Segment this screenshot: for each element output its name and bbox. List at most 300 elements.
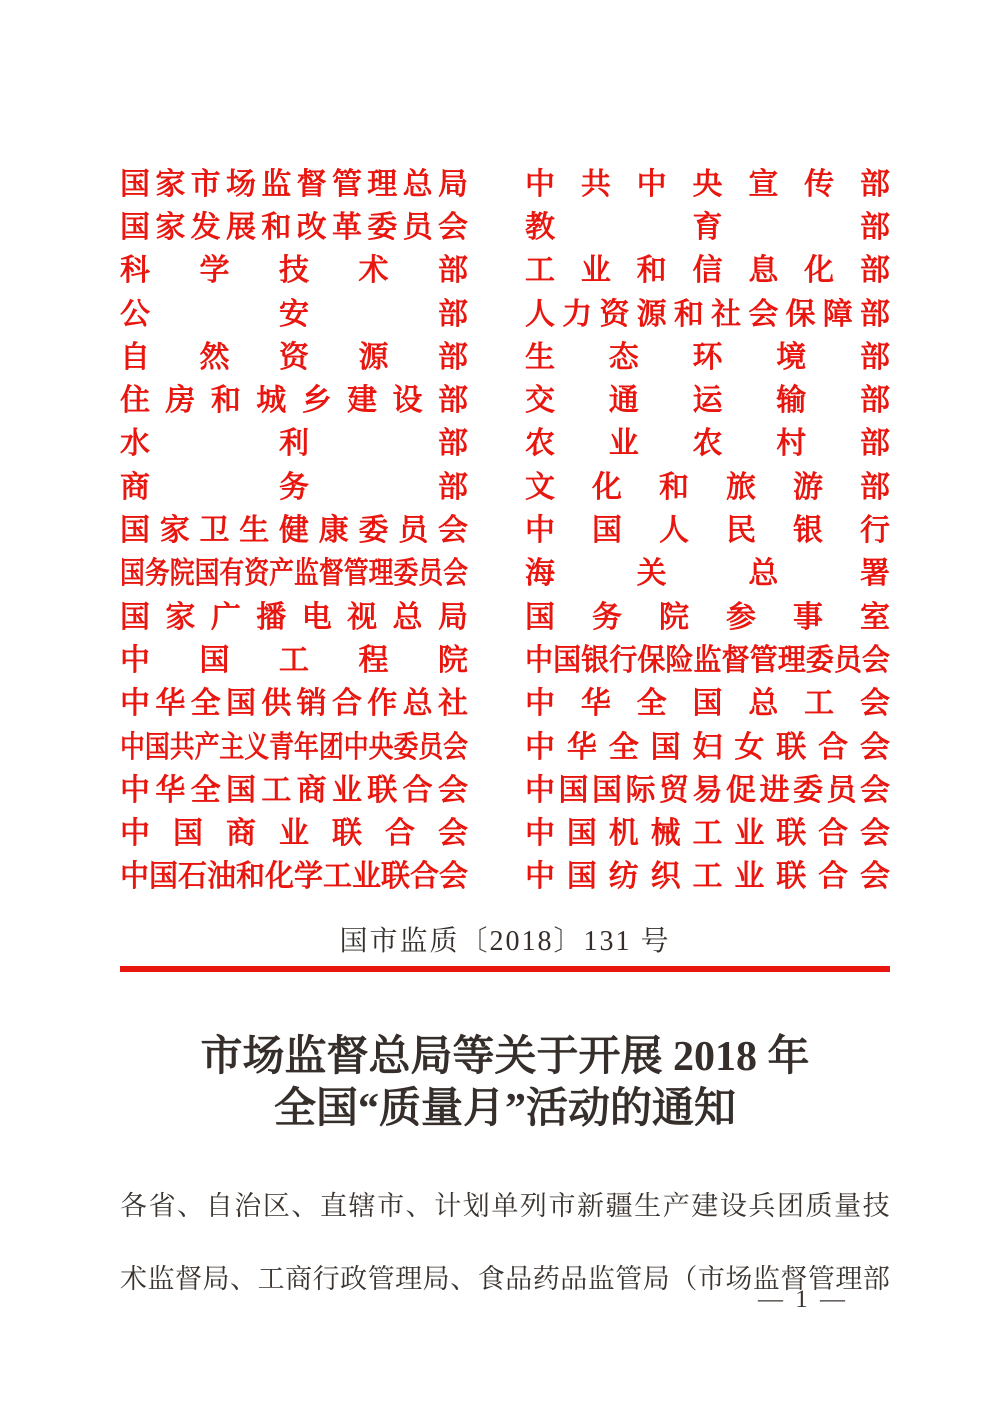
char: 电 bbox=[301, 600, 332, 634]
char: 义 bbox=[244, 730, 270, 764]
char: 省 bbox=[148, 1191, 176, 1221]
char: 设 bbox=[392, 384, 423, 418]
agency-name bbox=[120, 516, 468, 546]
char: 械 bbox=[650, 817, 681, 851]
char: 国 bbox=[592, 514, 622, 548]
char: 青 bbox=[269, 730, 295, 764]
char: 量 bbox=[834, 1191, 862, 1221]
char: 和 bbox=[236, 860, 266, 894]
char: 管 bbox=[343, 557, 369, 591]
char: 会 bbox=[860, 817, 890, 851]
char: 年 bbox=[294, 730, 319, 764]
char: 国 bbox=[225, 687, 256, 721]
char: 理 bbox=[367, 167, 398, 201]
char: 务 bbox=[144, 557, 170, 591]
char: 药 bbox=[532, 1264, 560, 1294]
char: 改 bbox=[296, 210, 327, 244]
char: 理 bbox=[395, 1264, 423, 1294]
char: 村 bbox=[776, 427, 807, 461]
char: 员 bbox=[398, 514, 429, 548]
char: 输 bbox=[776, 384, 807, 418]
char: 员 bbox=[826, 773, 857, 807]
char: 化 bbox=[592, 470, 622, 504]
char: 城 bbox=[256, 384, 287, 418]
char: 发 bbox=[190, 210, 221, 244]
char: 海 bbox=[525, 557, 555, 591]
char: 区 bbox=[262, 1191, 290, 1221]
char: 委 bbox=[358, 514, 389, 548]
char: 务 bbox=[592, 600, 622, 634]
char: 产 bbox=[194, 730, 220, 764]
char: 障 bbox=[822, 297, 853, 331]
char: 资 bbox=[599, 297, 630, 331]
char: 督 bbox=[721, 643, 750, 677]
char: 室 bbox=[860, 600, 890, 634]
char: 技 bbox=[279, 254, 309, 288]
char: 部 bbox=[860, 340, 890, 374]
char: 新 bbox=[577, 1191, 604, 1221]
char: 部 bbox=[437, 384, 468, 418]
char: 科 bbox=[120, 254, 150, 288]
char: 行 bbox=[609, 643, 638, 677]
char: 住 bbox=[120, 384, 150, 418]
char: 华 bbox=[155, 773, 186, 807]
char: 管 bbox=[749, 643, 778, 677]
char: 中 bbox=[120, 817, 150, 851]
char: 行 bbox=[860, 514, 890, 548]
char: 会 bbox=[861, 643, 891, 677]
char: 生 bbox=[525, 340, 555, 374]
char: 视 bbox=[347, 600, 378, 634]
char: 险 bbox=[665, 643, 694, 677]
char: 环 bbox=[692, 340, 723, 374]
agency-name bbox=[120, 557, 469, 591]
char: 业 bbox=[734, 817, 765, 851]
char: 国 bbox=[120, 210, 150, 244]
body-line-1 bbox=[120, 1170, 890, 1243]
char: 银 bbox=[793, 514, 823, 548]
char: 国 bbox=[525, 600, 555, 634]
char: 市 bbox=[190, 167, 221, 201]
agency-name bbox=[120, 386, 468, 416]
char: 生 bbox=[634, 1191, 662, 1221]
char: 监 bbox=[587, 1264, 615, 1294]
char: 化 bbox=[265, 860, 295, 894]
char: 和 bbox=[210, 384, 241, 418]
char: 有 bbox=[219, 557, 245, 591]
char: 督 bbox=[296, 167, 327, 201]
char: 作 bbox=[367, 687, 398, 721]
char: 会 bbox=[437, 210, 468, 244]
char: 部 bbox=[859, 167, 890, 201]
char: 列 bbox=[519, 1191, 547, 1221]
char: 国 bbox=[650, 730, 681, 764]
char: 总 bbox=[748, 557, 779, 591]
char: 、 bbox=[450, 1264, 478, 1294]
char: 交 bbox=[525, 384, 555, 418]
char: 场 bbox=[725, 1264, 753, 1294]
char: 机 bbox=[608, 817, 639, 851]
agency-row bbox=[120, 250, 890, 293]
agency-row bbox=[120, 726, 890, 769]
char: 资 bbox=[279, 340, 309, 374]
char: 银 bbox=[581, 643, 610, 677]
char: 员 bbox=[402, 210, 433, 244]
char: 单 bbox=[491, 1191, 519, 1221]
char: 会 bbox=[860, 773, 890, 807]
agency-name bbox=[525, 730, 890, 764]
char: 中 bbox=[525, 730, 555, 764]
char: 国 bbox=[144, 730, 170, 764]
char: 委 bbox=[393, 557, 419, 591]
char: 部 bbox=[438, 470, 468, 504]
char: 全 bbox=[190, 773, 221, 807]
agency-name bbox=[525, 386, 890, 416]
char: 管 bbox=[807, 1264, 835, 1294]
char: 商 bbox=[226, 817, 256, 851]
char: 工 bbox=[279, 643, 309, 677]
char: 总 bbox=[402, 167, 433, 201]
char: 中 bbox=[525, 643, 554, 677]
agency-name bbox=[120, 470, 468, 504]
char: 源 bbox=[358, 340, 389, 374]
char: 部 bbox=[859, 297, 890, 331]
agency-name bbox=[525, 210, 890, 244]
char: 国 bbox=[120, 600, 150, 634]
char: 会 bbox=[859, 687, 890, 721]
page-number: — 1 — bbox=[758, 1286, 848, 1313]
char: 直 bbox=[319, 1191, 347, 1221]
char: 华 bbox=[566, 730, 597, 764]
char: 员 bbox=[418, 730, 444, 764]
agency-name bbox=[525, 862, 890, 892]
char: 院 bbox=[659, 600, 689, 634]
char: 委 bbox=[805, 643, 834, 677]
agency-row bbox=[120, 856, 890, 899]
char: 国 bbox=[225, 773, 256, 807]
char: 公 bbox=[120, 297, 150, 331]
char: 关 bbox=[636, 557, 667, 591]
char: 乡 bbox=[301, 384, 332, 418]
char: 中 bbox=[525, 817, 555, 851]
char: 、 bbox=[405, 1191, 433, 1221]
char: 务 bbox=[279, 470, 309, 504]
char: 业 bbox=[608, 427, 639, 461]
char: 局 bbox=[437, 600, 468, 634]
char: 革 bbox=[331, 210, 362, 244]
char: 督 bbox=[318, 557, 344, 591]
char: 业 bbox=[580, 254, 611, 288]
char: 家 bbox=[155, 210, 186, 244]
document-number: 国市监质〔2018〕131 号 bbox=[339, 926, 671, 957]
char: 委 bbox=[393, 730, 419, 764]
char: 中 bbox=[525, 860, 555, 894]
char: 工 bbox=[261, 773, 292, 807]
char: 工 bbox=[804, 687, 835, 721]
char: 社 bbox=[437, 687, 468, 721]
agency-name bbox=[120, 600, 468, 634]
char: 工 bbox=[525, 254, 555, 288]
agency-name bbox=[525, 470, 890, 504]
char: 中 bbox=[120, 730, 145, 764]
agency-name bbox=[525, 256, 890, 286]
char: 术 bbox=[358, 254, 389, 288]
char: 旅 bbox=[726, 470, 756, 504]
char: 理 bbox=[368, 557, 394, 591]
char: 信 bbox=[692, 254, 723, 288]
char: 划 bbox=[462, 1191, 490, 1221]
char: 管 bbox=[615, 1264, 643, 1294]
char: 食 bbox=[477, 1264, 505, 1294]
char: 家 bbox=[159, 514, 190, 548]
char: 女 bbox=[734, 730, 765, 764]
char: 业 bbox=[734, 860, 765, 894]
char: 业 bbox=[279, 817, 309, 851]
char: 团 bbox=[776, 1191, 804, 1221]
agency-name bbox=[120, 819, 468, 849]
char: 监 bbox=[261, 167, 292, 201]
char: 部 bbox=[438, 297, 468, 331]
char: 总 bbox=[392, 600, 423, 634]
char: 部 bbox=[859, 254, 890, 288]
agency-row bbox=[120, 639, 890, 682]
char: 国 bbox=[194, 557, 220, 591]
char: 监 bbox=[693, 643, 722, 677]
agency-row bbox=[120, 683, 890, 726]
char: 通 bbox=[608, 384, 639, 418]
char: 理 bbox=[835, 1264, 863, 1294]
char: 员 bbox=[833, 643, 862, 677]
char: 、 bbox=[177, 1191, 205, 1221]
char: 场 bbox=[225, 167, 256, 201]
char: 会 bbox=[438, 514, 468, 548]
agency-name bbox=[120, 860, 469, 894]
agency-name bbox=[120, 210, 468, 244]
char: 监 bbox=[294, 557, 319, 591]
char: 会 bbox=[748, 297, 779, 331]
char: 设 bbox=[719, 1191, 747, 1221]
char: 联 bbox=[776, 730, 807, 764]
char: 局 bbox=[437, 167, 468, 201]
agency-name bbox=[120, 429, 468, 459]
char: 品 bbox=[505, 1264, 533, 1294]
char: 国 bbox=[173, 817, 203, 851]
document-title-line-2: 全国“质量月”活动的通知 bbox=[273, 1086, 736, 1132]
char: 行 bbox=[312, 1264, 340, 1294]
char: 然 bbox=[199, 340, 230, 374]
char: 商 bbox=[285, 1264, 313, 1294]
char: 部 bbox=[860, 470, 890, 504]
char: 国 bbox=[566, 860, 597, 894]
char: 学 bbox=[199, 254, 230, 288]
char: 全 bbox=[608, 730, 639, 764]
document-title-line-1: 市场监督总局等关于开展 2018 年 bbox=[200, 1034, 810, 1080]
char: 农 bbox=[692, 427, 723, 461]
char: 理 bbox=[777, 643, 806, 677]
char: 局 bbox=[202, 1264, 230, 1294]
agency-name bbox=[525, 516, 890, 546]
agency-name bbox=[120, 643, 468, 677]
char: 部 bbox=[862, 1264, 890, 1294]
char: 工 bbox=[692, 860, 723, 894]
char: 源 bbox=[636, 297, 667, 331]
char: 辖 bbox=[348, 1191, 376, 1221]
char: 合 bbox=[818, 860, 849, 894]
char: 监 bbox=[147, 1264, 175, 1294]
char: 联 bbox=[776, 817, 807, 851]
char: 力 bbox=[562, 297, 593, 331]
char: 部 bbox=[860, 210, 890, 244]
char: 人 bbox=[659, 514, 689, 548]
char: 运 bbox=[692, 384, 723, 418]
char: 会 bbox=[443, 557, 469, 591]
char: 国 bbox=[592, 773, 622, 807]
char: 商 bbox=[296, 773, 327, 807]
agency-row bbox=[120, 596, 890, 639]
char: 化 bbox=[804, 254, 835, 288]
char: 监 bbox=[752, 1264, 780, 1294]
char: 家 bbox=[165, 600, 196, 634]
char: 共 bbox=[169, 730, 195, 764]
char: 易 bbox=[692, 773, 723, 807]
char: 工 bbox=[323, 860, 353, 894]
char: 各 bbox=[120, 1191, 147, 1221]
char: 市 bbox=[377, 1191, 405, 1221]
agency-row bbox=[120, 812, 890, 855]
char: 会 bbox=[437, 773, 468, 807]
char: 国 bbox=[558, 773, 589, 807]
char: 进 bbox=[759, 773, 790, 807]
char: 主 bbox=[219, 730, 245, 764]
char: 会 bbox=[438, 817, 468, 851]
char: 宣 bbox=[748, 167, 779, 201]
agency-name bbox=[525, 429, 890, 459]
char: 业 bbox=[331, 773, 362, 807]
char: 国 bbox=[120, 557, 145, 591]
agency-row bbox=[120, 206, 890, 249]
char: 合 bbox=[818, 730, 849, 764]
char: 贸 bbox=[659, 773, 689, 807]
char: 和 bbox=[673, 297, 704, 331]
char: 督 bbox=[780, 1264, 808, 1294]
char: 健 bbox=[279, 514, 309, 548]
char: 产 bbox=[269, 557, 295, 591]
char: 督 bbox=[175, 1264, 203, 1294]
agency-list bbox=[120, 163, 890, 899]
char: 织 bbox=[650, 860, 681, 894]
agency-row bbox=[120, 336, 890, 379]
char: 促 bbox=[726, 773, 756, 807]
char: 署 bbox=[859, 557, 890, 591]
char: 和 bbox=[659, 470, 689, 504]
char: 参 bbox=[726, 600, 756, 634]
char: 合 bbox=[818, 817, 849, 851]
red-divider-line bbox=[120, 966, 890, 972]
char: 农 bbox=[525, 427, 555, 461]
char: 、 bbox=[291, 1191, 319, 1221]
char: 民 bbox=[726, 514, 756, 548]
char: 家 bbox=[155, 167, 186, 201]
char: 合 bbox=[410, 860, 440, 894]
char: 中 bbox=[120, 773, 150, 807]
char: 总 bbox=[748, 687, 779, 721]
char: 油 bbox=[207, 860, 237, 894]
agency-name bbox=[120, 773, 468, 807]
agency-name bbox=[120, 167, 468, 201]
char: 中 bbox=[120, 860, 150, 894]
char: 管 bbox=[331, 167, 362, 201]
char: 卫 bbox=[199, 514, 230, 548]
char: 程 bbox=[358, 643, 389, 677]
char: 人 bbox=[525, 297, 555, 331]
char: 会 bbox=[439, 860, 469, 894]
agency-row bbox=[120, 553, 890, 596]
agency-name bbox=[120, 340, 468, 374]
char: 保 bbox=[637, 643, 666, 677]
char: 和 bbox=[261, 210, 292, 244]
char: 广 bbox=[210, 600, 241, 634]
char: 建 bbox=[347, 384, 378, 418]
char: 共 bbox=[580, 167, 611, 201]
char: 生 bbox=[239, 514, 270, 548]
char: 际 bbox=[625, 773, 656, 807]
char: 合 bbox=[331, 687, 362, 721]
char: 境 bbox=[776, 340, 807, 374]
char: 管 bbox=[367, 1264, 395, 1294]
agency-row bbox=[120, 769, 890, 812]
char: 工 bbox=[692, 817, 723, 851]
char: 工 bbox=[257, 1264, 285, 1294]
char: 中 bbox=[636, 167, 667, 201]
char: 中 bbox=[343, 730, 369, 764]
char: 院 bbox=[438, 643, 468, 677]
agency-name bbox=[525, 297, 890, 331]
agency-name bbox=[525, 340, 890, 374]
char: 联 bbox=[381, 860, 411, 894]
char: 部 bbox=[860, 384, 890, 418]
agency-name bbox=[525, 643, 891, 677]
char: 局 bbox=[642, 1264, 670, 1294]
char: 播 bbox=[256, 600, 287, 634]
char: 国 bbox=[120, 167, 150, 201]
char: 会 bbox=[860, 860, 890, 894]
char: 治 bbox=[234, 1191, 262, 1221]
char: 纺 bbox=[608, 860, 639, 894]
agency-row bbox=[120, 163, 890, 206]
agency-name bbox=[120, 689, 468, 719]
char: 部 bbox=[860, 427, 890, 461]
char: 事 bbox=[793, 600, 823, 634]
char: 术 bbox=[120, 1264, 147, 1294]
agency-row bbox=[120, 379, 890, 422]
agency-name bbox=[525, 600, 890, 634]
agency-row bbox=[120, 509, 890, 552]
char: 石 bbox=[178, 860, 208, 894]
char: 政 bbox=[340, 1264, 368, 1294]
char: 安 bbox=[279, 297, 309, 331]
char: 和 bbox=[636, 254, 667, 288]
agency-row bbox=[120, 423, 890, 466]
char: 自 bbox=[120, 340, 150, 374]
char: 总 bbox=[402, 687, 433, 721]
char: 妇 bbox=[692, 730, 723, 764]
char: 供 bbox=[261, 687, 292, 721]
char: 利 bbox=[279, 427, 309, 461]
char: 自 bbox=[205, 1191, 233, 1221]
char: 中 bbox=[525, 167, 555, 201]
char: 华 bbox=[155, 687, 186, 721]
char: 全 bbox=[190, 687, 221, 721]
